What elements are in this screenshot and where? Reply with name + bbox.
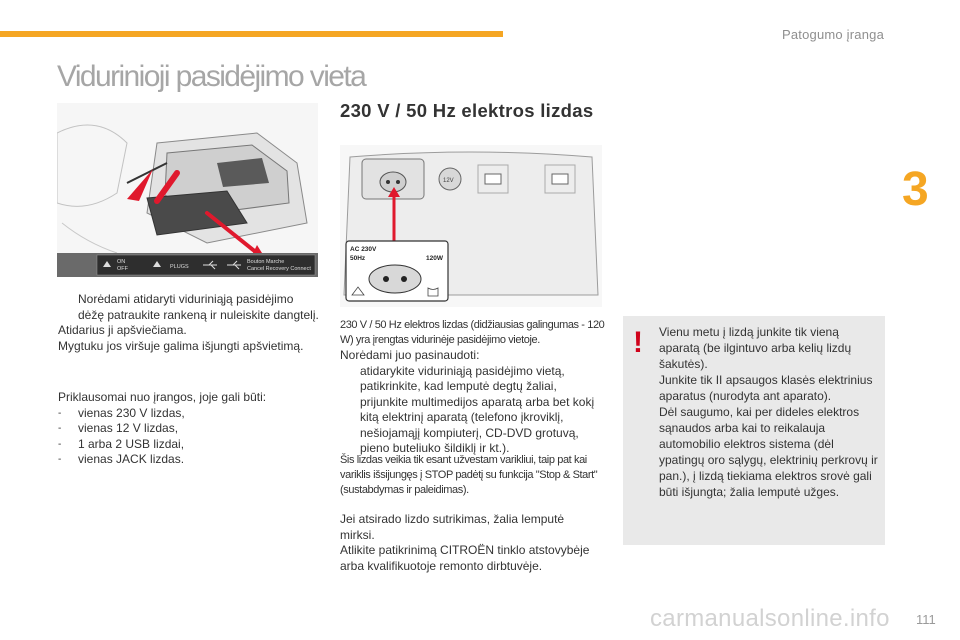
section-title: 230 V / 50 Hz elektros lizdas [340,100,594,121]
panel-12v-label: 12V [443,178,454,184]
usage-intro: Norėdami juo pasinaudoti: [340,348,480,362]
usage-instructions [340,348,605,457]
chapter-number: 3 [902,163,929,216]
page-number: 111 [916,612,936,627]
list-item: - 1 arba 2 USB lizdai, [58,436,185,451]
inset-ac-label: AC 230V [350,246,377,253]
inset-hz-label: 50Hz [350,255,366,262]
bullet-item [58,292,320,323]
warning-line-2: Junkite tik II apsaugos klasės elektrinius aparatus (nurodyta ant aparato). [659,373,873,403]
engine-note: Šis lizdas veikia tik esant užvestam varikliui, taip pat kai variklis išsijungęs į STOP padėtį su funkcija "Stop & Start" (sustabdymas ir paleidimas). [340,454,598,496]
list-item: - vienas 230 V lizdas, [58,405,185,420]
socket-illustration [340,145,602,307]
control-label-bouton: Bouton Marche [247,259,285,265]
usb-port-icon [485,174,501,184]
fault-note [340,512,602,574]
list-item: prijunkite multimedijos aparatą arba bet kokį kitą elektrinį aparatą (telefono įkroviklį, nešiojamąjį kompiuterį, CD-DVD grotuvą, pieno buteliuko šildiklį ir kt.). [360,394,595,455]
warning-box [623,316,885,545]
warning-line-1: Vienu metu į lizdą junkite tik vieną aparatą (be ilgintuvo arba kelių lizdų šakutės). [659,325,852,371]
open-instructions [58,292,320,354]
header-accent-bar [0,31,503,37]
socket-caption: 230 V / 50 Hz elektros lizdas (didžiausias galingumas - 120 W) yra įrengtas vidurinėje pasidėjimo vietoje. [340,319,605,346]
light-line-2: Mygtuku jos viršuje galima išjungti apšvietimą. [58,338,304,353]
control-label-on: ON [117,259,126,265]
warning-icon: ! [633,326,643,359]
light-line-1: Atidarius ji apšviečiama. [58,323,187,337]
equipment-list [58,390,320,468]
socket-drawing [340,145,602,307]
socket-face-icon [369,265,421,293]
warning-line-3: Dėl saugumo, kai per dideles elektros sąnaudos arba kai to reikalauja automobilio elektros sistema (dėl ypatingų oro sąlygų, elektrinių perkrovų ir pan.), į lizdą tiekiama elektros srovė gali būti išjungta; žalia lemputė užges. [659,405,878,499]
fault-line-2: Atlikite patikrinimą CITROËN tinklo atstovybėje arba kvalifikuotoje remonto dirbtuvėje. [340,543,590,573]
list-item: atidarykite viduriniąją pasidėjimo vietą, [360,363,565,378]
storage-box-drawing [57,103,318,277]
control-label-off: OFF [117,266,128,272]
equipment-intro: Priklausomai nuo įrangos, joje gali būti: [58,390,267,404]
list-item: - vienas 12 V lizdas, [58,421,179,435]
storage-box-illustration [57,103,318,277]
control-label-cancel: Cancel Recovery Connect [247,266,311,272]
fault-line-1: Jei atsirado lizdo sutrikimas, žalia lemputė mirksi. [340,512,565,542]
list-item: - vienas JACK lizdas. [58,452,185,466]
control-label-plugs: PLUGS [170,264,189,270]
section-name: Patogumo įranga [781,27,884,42]
list-item: patikrinkite, kad lemputė degtų žaliai, [360,379,557,393]
page-title: Vidurinioji pasidėjimo vieta [57,60,366,93]
watermark: carmanualsonline.info [650,605,890,632]
inset-watt-label: 120W [426,255,443,262]
open-step-text: Norėdami atidaryti viduriniąją pasidėjimo dėžę patraukite rankeną ir nuleiskite dangtelį. [78,292,319,322]
